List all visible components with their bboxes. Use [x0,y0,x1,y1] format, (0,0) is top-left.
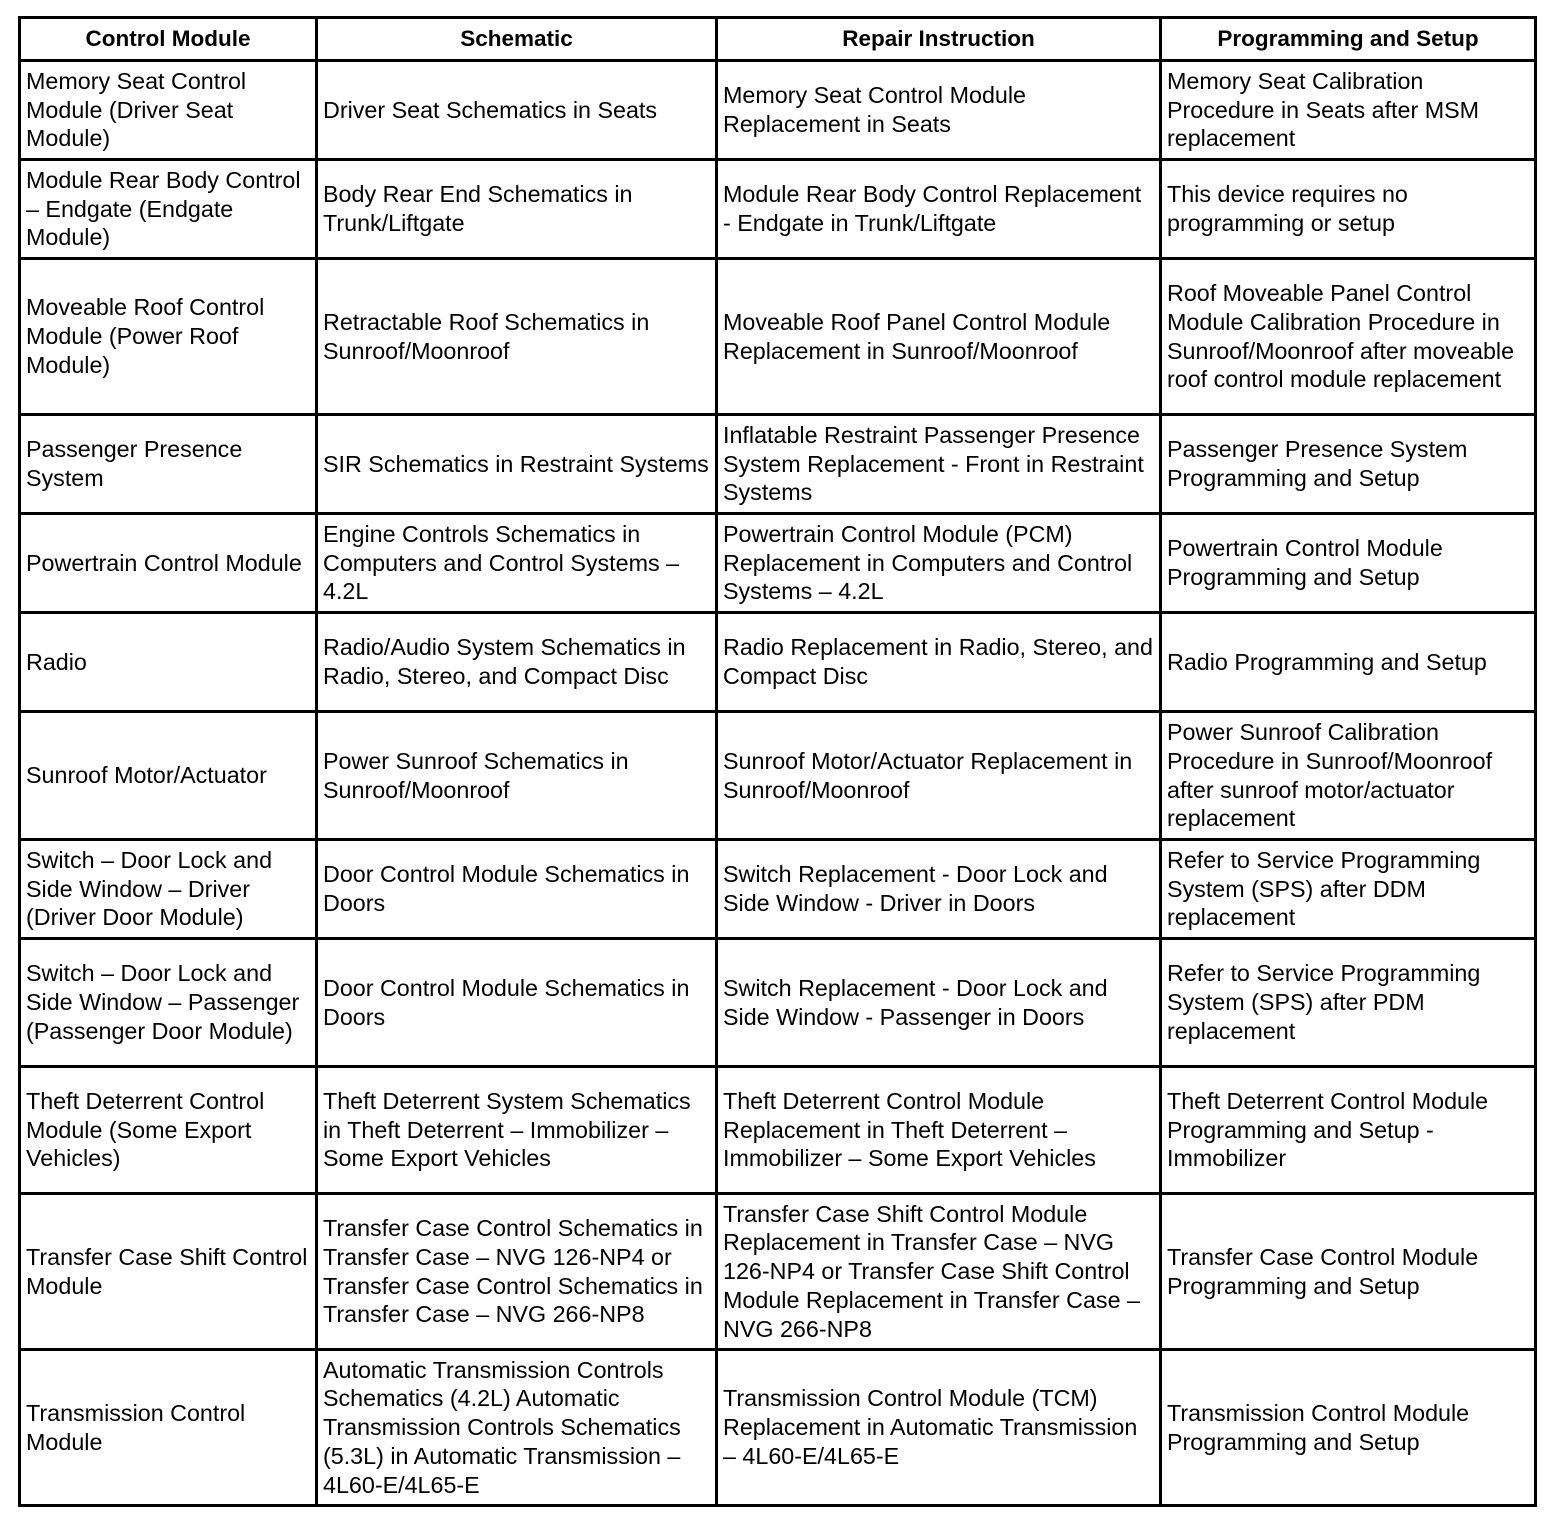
cell-repair-instruction: Module Rear Body Control Replacement - Endgate in Trunk/Liftgate [717,160,1161,259]
cell-control-module: Memory Seat Control Module (Driver Seat Module) [20,61,317,160]
header-repair-instruction: Repair Instruction [717,18,1161,61]
cell-repair-instruction: Inflatable Restraint Passenger Presence System Replacement - Front in Restraint Systems [717,415,1161,514]
cell-control-module: Transmission Control Module [20,1350,317,1506]
table-row [20,1067,1536,1194]
header-control-module: Control Module [20,18,317,61]
cell-schematic: Driver Seat Schematics in Seats [317,61,717,160]
cell-control-module: Passenger Presence System [20,415,317,514]
cell-control-module: Switch – Door Lock and Side Window – Driver (Driver Door Module) [20,840,317,939]
cell-repair-instruction: Transmission Control Module (TCM) Replacement in Automatic Transmission – 4L60-E/4L65-E [717,1350,1161,1506]
table-row [20,613,1536,712]
table-body [20,61,1536,1506]
cell-repair-instruction: Memory Seat Control Module Replacement in Seats [717,61,1161,160]
cell-control-module: Sunroof Motor/Actuator [20,712,317,840]
cell-schematic: Body Rear End Schematics in Trunk/Liftgate [317,160,717,259]
cell-schematic: Door Control Module Schematics in Doors [317,939,717,1067]
cell-programming-setup: Transmission Control Module Programming and Setup [1161,1350,1536,1506]
table-row [20,1194,1536,1350]
cell-schematic: Theft Deterrent System Schematics in Theft Deterrent – Immobilizer – Some Export Vehicles [317,1067,717,1194]
cell-programming-setup: Refer to Service Programming System (SPS) after DDM replacement [1161,840,1536,939]
cell-repair-instruction: Theft Deterrent Control Module Replacement in Theft Deterrent – Immobilizer – Some Export Vehicles [717,1067,1161,1194]
cell-programming-setup: Power Sunroof Calibration Procedure in Sunroof/Moonroof after sunroof motor/actuator replacement [1161,712,1536,840]
cell-schematic: Radio/Audio System Schematics in Radio, Stereo, and Compact Disc [317,613,717,712]
cell-programming-setup: Refer to Service Programming System (SPS) after PDM replacement [1161,939,1536,1067]
table-row [20,1350,1536,1506]
cell-repair-instruction: Powertrain Control Module (PCM) Replacement in Computers and Control Systems – 4.2L [717,514,1161,613]
header-programming-setup: Programming and Setup [1161,18,1536,61]
cell-schematic: SIR Schematics in Restraint Systems [317,415,717,514]
cell-control-module: Switch – Door Lock and Side Window – Passenger (Passenger Door Module) [20,939,317,1067]
cell-control-module: Moveable Roof Control Module (Power Roof Module) [20,259,317,415]
cell-schematic: Retractable Roof Schematics in Sunroof/Moonroof [317,259,717,415]
cell-schematic: Door Control Module Schematics in Doors [317,840,717,939]
cell-schematic: Transfer Case Control Schematics in Transfer Case – NVG 126-NP4 or Transfer Case Control Schematics in Transfer Case – NVG 266-NP8 [317,1194,717,1350]
cell-programming-setup: Passenger Presence System Programming and Setup [1161,415,1536,514]
cell-programming-setup: This device requires no programming or setup [1161,160,1536,259]
cell-programming-setup: Memory Seat Calibration Procedure in Seats after MSM replacement [1161,61,1536,160]
table-row [20,712,1536,840]
cell-schematic: Automatic Transmission Controls Schematics (4.2L) Automatic Transmission Controls Schematics (5.3L) in Automatic Transmission – 4L60-E/4L65-E [317,1350,717,1506]
table-row [20,61,1536,160]
cell-repair-instruction: Moveable Roof Panel Control Module Replacement in Sunroof/Moonroof [717,259,1161,415]
table-row [20,939,1536,1067]
cell-programming-setup: Powertrain Control Module Programming and Setup [1161,514,1536,613]
cell-repair-instruction: Switch Replacement - Door Lock and Side Window - Passenger in Doors [717,939,1161,1067]
cell-programming-setup: Radio Programming and Setup [1161,613,1536,712]
cell-programming-setup: Roof Moveable Panel Control Module Calibration Procedure in Sunroof/Moonroof after moveable roof control module replacement [1161,259,1536,415]
cell-schematic: Engine Controls Schematics in Computers and Control Systems – 4.2L [317,514,717,613]
cell-repair-instruction: Transfer Case Shift Control Module Replacement in Transfer Case – NVG 126-NP4 or Transfer Case Shift Control Module Replacement in Transfer Case – NVG 266-NP8 [717,1194,1161,1350]
control-module-table [18,16,1537,1507]
table-row [20,259,1536,415]
cell-control-module: Theft Deterrent Control Module (Some Export Vehicles) [20,1067,317,1194]
cell-repair-instruction: Switch Replacement - Door Lock and Side Window - Driver in Doors [717,840,1161,939]
table-row [20,415,1536,514]
header-schematic: Schematic [317,18,717,61]
table-header [20,18,1536,61]
cell-control-module: Powertrain Control Module [20,514,317,613]
cell-control-module: Module Rear Body Control – Endgate (Endgate Module) [20,160,317,259]
cell-repair-instruction: Sunroof Motor/Actuator Replacement in Sunroof/Moonroof [717,712,1161,840]
cell-control-module: Radio [20,613,317,712]
cell-schematic: Power Sunroof Schematics in Sunroof/Moonroof [317,712,717,840]
cell-repair-instruction: Radio Replacement in Radio, Stereo, and Compact Disc [717,613,1161,712]
table-row [20,160,1536,259]
document-page [18,16,1534,1507]
header-row [20,18,1536,61]
table-row [20,514,1536,613]
cell-programming-setup: Transfer Case Control Module Programming and Setup [1161,1194,1536,1350]
cell-control-module: Transfer Case Shift Control Module [20,1194,317,1350]
cell-programming-setup: Theft Deterrent Control Module Programming and Setup - Immobilizer [1161,1067,1536,1194]
table-row [20,840,1536,939]
